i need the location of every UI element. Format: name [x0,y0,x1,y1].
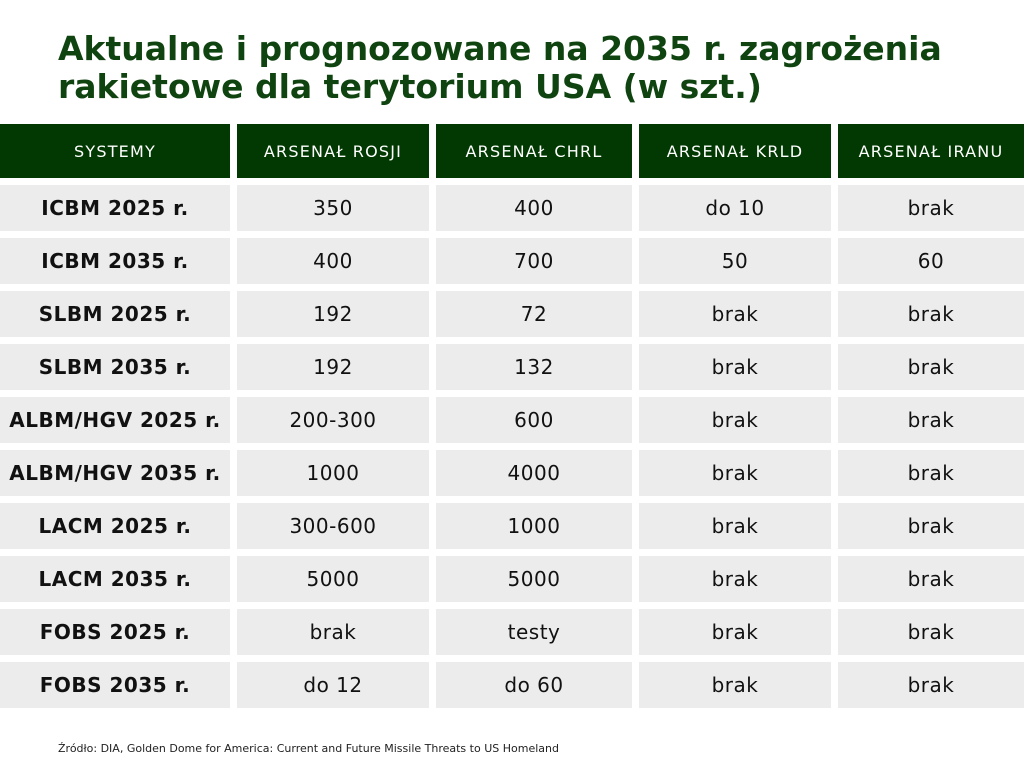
cell-iran: brak [838,503,1024,549]
cell-north-korea: brak [639,344,831,390]
row-label: ICBM 2035 r. [0,238,230,284]
header-iran: ARSENAŁ IRANU [838,124,1024,178]
cell-iran: brak [838,609,1024,655]
table-row [0,397,1024,443]
row-label: ALBM/HGV 2025 r. [0,397,230,443]
header-china: ARSENAŁ CHRL [436,124,632,178]
table-row [0,344,1024,390]
header-russia: ARSENAŁ ROSJI [237,124,429,178]
table-row [0,185,1024,231]
cell-china: do 60 [436,662,632,708]
cell-russia: 192 [237,291,429,337]
cell-north-korea: brak [639,662,831,708]
cell-china: testy [436,609,632,655]
cell-iran: brak [838,291,1024,337]
cell-iran: brak [838,556,1024,602]
cell-north-korea: do 10 [639,185,831,231]
cell-north-korea: brak [639,291,831,337]
cell-russia: 300-600 [237,503,429,549]
row-label: LACM 2035 r. [0,556,230,602]
cell-iran: 60 [838,238,1024,284]
row-label: SLBM 2025 r. [0,291,230,337]
cell-north-korea: brak [639,450,831,496]
cell-china: 600 [436,397,632,443]
cell-russia: 1000 [237,450,429,496]
table-row [0,238,1024,284]
row-label: LACM 2025 r. [0,503,230,549]
table-row [0,503,1024,549]
cell-north-korea: brak [639,397,831,443]
cell-russia: 192 [237,344,429,390]
cell-russia: 200-300 [237,397,429,443]
row-label: ICBM 2025 r. [0,185,230,231]
table-row [0,609,1024,655]
cell-iran: brak [838,662,1024,708]
page-title: Aktualne i prognozowane na 2035 r. zagrożenia rakietowe dla terytorium USA (w szt.) [58,29,942,106]
cell-russia: 400 [237,238,429,284]
missile-threat-table [0,124,1024,708]
cell-iran: brak [838,450,1024,496]
table-header-row [0,124,1024,178]
table-row [0,662,1024,708]
cell-iran: brak [838,397,1024,443]
row-label: FOBS 2025 r. [0,609,230,655]
cell-china: 5000 [436,556,632,602]
cell-china: 72 [436,291,632,337]
cell-north-korea: 50 [639,238,831,284]
cell-china: 4000 [436,450,632,496]
cell-iran: brak [838,344,1024,390]
cell-north-korea: brak [639,503,831,549]
cell-north-korea: brak [639,556,831,602]
cell-north-korea: brak [639,609,831,655]
cell-russia: 350 [237,185,429,231]
row-label: FOBS 2035 r. [0,662,230,708]
header-north-korea: ARSENAŁ KRLD [639,124,831,178]
table-row [0,450,1024,496]
table-row [0,291,1024,337]
row-label: SLBM 2035 r. [0,344,230,390]
cell-china: 1000 [436,503,632,549]
header-systems: SYSTEMY [0,124,230,178]
cell-russia: 5000 [237,556,429,602]
row-label: ALBM/HGV 2035 r. [0,450,230,496]
cell-china: 132 [436,344,632,390]
cell-russia: brak [237,609,429,655]
cell-russia: do 12 [237,662,429,708]
cell-china: 400 [436,185,632,231]
cell-china: 700 [436,238,632,284]
source-note: Źródło: DIA, Golden Dome for America: Current and Future Missile Threats to US Homeland [58,742,559,755]
table-row [0,556,1024,602]
cell-iran: brak [838,185,1024,231]
